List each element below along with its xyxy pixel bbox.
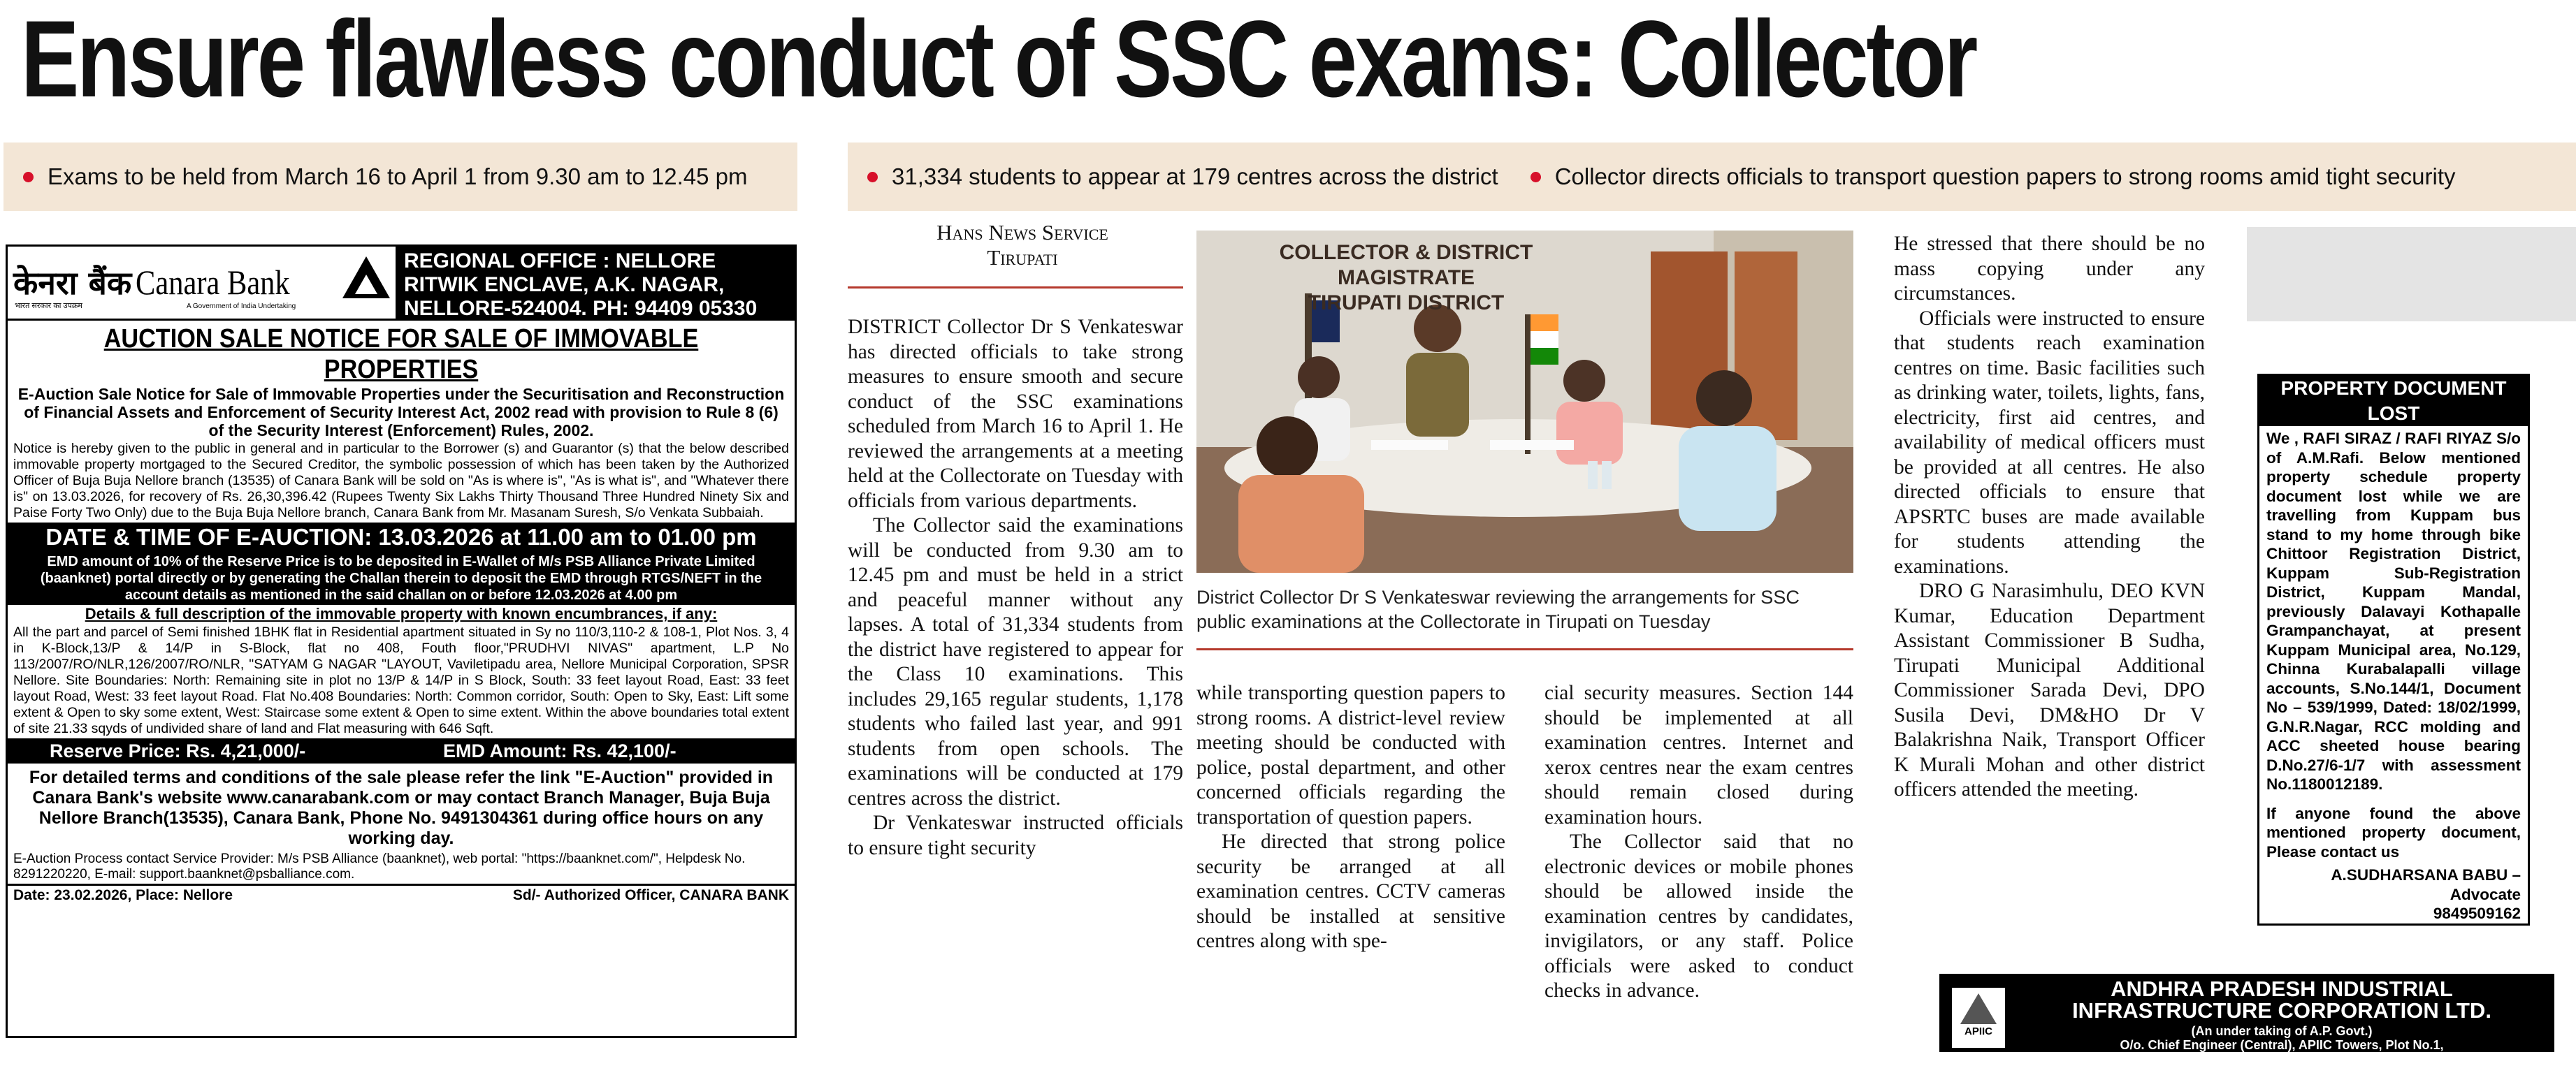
meeting-photo <box>1196 231 1853 573</box>
paragraph: cial security measures. Section 144 should be implemented at all examination centres. Internet and xerox centres near the exam centres should remain closed during examination hours. <box>1544 682 1853 828</box>
article-column-1 <box>848 315 1183 861</box>
apiic-banner <box>1939 974 2554 1066</box>
regional-line: REGIONAL OFFICE : NELLORE <box>404 249 716 272</box>
lost-notice-contact: If anyone found the above mentioned property document, Please contact us <box>2266 804 2521 861</box>
highlight-text: Collector directs officials to transport question papers to strong rooms amid tight security <box>1554 163 2456 189</box>
headline: Ensure flawless conduct of SSC exams: Collector <box>21 0 1976 120</box>
ad-subtitle: E-Auction Sale Notice for Sale of Immovable Properties under the Securitisation and Reconstruction of Financial Assets and Enforcement of Security Interest Act, 2002 read with provision to Rule 8 (6) of the Security Interest (Enforcement) Rules, 2002. <box>17 385 785 439</box>
paragraph: DRO G Narasimhulu, DEO KVN Kumar, Education Department Assistant Commissioner B Sudha, Tirupati Municipal Additional Commissioner Sarada Devi, DPO Susila Devi, DM&HO Dr V Balakrishna Naik, Transport Officer K Murali Mohan and other district officers attended the meeting. <box>1894 580 2205 801</box>
apiic-logo-icon <box>1960 993 1997 1024</box>
highlight-band-2 <box>848 143 2576 211</box>
apiic-govt: (An under taking of A.P. Govt.) <box>2191 1024 2373 1038</box>
article-column-3 <box>1544 681 1853 1004</box>
canara-bank-logo <box>8 247 396 319</box>
paragraph: DISTRICT Collector Dr S Venkateswar has directed officials to take strong measures to ensure smooth and secure conduct of the SSC examinations scheduled from March 16 to April 1. He reviewed the arrangements at a meeting held at the Collectorate on Tuesday with officials from various departments. <box>848 316 1183 512</box>
paragraph: while transporting question papers to strong rooms. A district-level review meeting should be conducted with police, postal department, and other concerned officials regarding the transportation of question papers. <box>1196 682 1505 828</box>
blank-ad-space <box>2247 227 2576 321</box>
apiic-logo-text: APIIC <box>1964 1025 1992 1037</box>
apiic-address-line: O/o. Chief Engineer (Central), APIIC Towers, Plot No.1, <box>2120 1038 2444 1052</box>
logo-english-text: Canara Bank <box>136 263 290 302</box>
apiic-name <box>2016 978 2547 1021</box>
paragraph: The Collector said that no electronic devices or mobile phones should be allowed inside the examination centres by candidates, invigilators, or any staff. Police officials were asked to conduct checks in advance. <box>1544 831 1853 1002</box>
ad-signatory: Sd/- Authorized Officer, CANARA BANK <box>512 887 789 903</box>
price-row <box>8 738 795 764</box>
terms-text: For detailed terms and conditions of the sale please refer the link "E-Auction" provided in Canara Bank's website www.canarabank.com or may contact Branch Manager, Buja Buja Nellore Branch(13535), Canara Bank, Phone No. 9491304361 during office hours on any working day. <box>29 768 774 848</box>
apiic-logo <box>1952 988 2005 1048</box>
byline-place: Tirupati <box>987 245 1058 270</box>
advocate-phone: 9849509162 <box>2433 905 2521 922</box>
highlight-text: 31,334 students to appear at 179 centres across the district <box>892 163 1498 189</box>
highlight-text: Exams to be held from March 16 to April 1 from 9.30 am to 12.45 pm <box>48 163 748 189</box>
ad-title: AUCTION SALE NOTICE FOR SALE OF IMMOVABLE PROPERTIES <box>103 324 699 384</box>
property-details: All the part and parcel of Semi finished 1BHK flat in Residential apartment situated in Sy no 110/3,110-2 & 108-1, Plot Nos. 3, 4 in K-Block,13/P & 14/P in S-Block, flat no 408, Fouth floor,"PRUDHVI NIVAS" apartment, L.P No 113/2007/RO/NLR,126/2007/RO/NLR, "SATYAM G NAGAR "LAYOUT, Vaviletipadu area, Nellore Municipal Corporation, SPSR Nellore. Site Boundaries: North: Remaining site in plot no 13/P & 14/P in S Block, South: 33 feet layout Road, East: 33 feet layout Road, West: 33 feet layout Road. Flat No.408 Boundaries: North: Common corridor, South: Open to Sky, East: Lift some extent & Open to sky some extent, West: Staircase some extent & Open to sime extent. Within the above boundaries total extent of site 21.33 sqyds of undivided share of land and Flat measuring with 646 Sqft. <box>13 625 789 736</box>
caption-rule <box>1196 648 1853 650</box>
advocate-name: A.SUDHARSANA BABU – Advocate <box>2331 866 2521 903</box>
photo-sign <box>1224 240 1588 316</box>
ad-date-place: Date: 23.02.2026, Place: Nellore <box>13 887 233 903</box>
byline-rule <box>848 286 1183 289</box>
photo-caption: District Collector Dr S Venkateswar reviewing the arrangements for SSC public examinations at the Collectorate in Tirupati on Tuesday <box>1196 587 1800 632</box>
apiic-address-line-2: IT Park, Mangalagiri, Guntur (Dist), AP-522503 <box>2145 1052 2419 1066</box>
reserve-price: Reserve Price: Rs. 4,21,000/- <box>50 740 306 761</box>
logo-tagline-hindi: भारत सरकार का उपक्रम <box>15 302 82 310</box>
logo-hindi-text: केनरा बैंक <box>13 263 132 302</box>
paragraph: Officials were instructed to ensure that students reach examination centres on time. Basic facilities such as drinking water, toilets, lights, fans, electricity, first aid centres, and availability of medical officers must be provided at all centres. He also directed officials to ensure that APSRTC buses are made available for students attending the examinations. <box>1894 307 2205 578</box>
article-column-4 <box>1894 232 2205 803</box>
lost-notice-title: PROPERTY DOCUMENT LOST <box>2259 376 2528 426</box>
logo-tagline: A Government of India Undertaking <box>187 302 296 310</box>
ad-header <box>8 247 795 321</box>
apiic-name-line: ANDHRA PRADESH INDUSTRIAL <box>2111 977 2453 1001</box>
highlight-band-1 <box>3 143 797 211</box>
byline-agency: Hans News Service <box>936 220 1108 244</box>
apiic-name-line: INFRASTRUCTURE CORPORATION LTD. <box>2072 998 2491 1023</box>
emd-note: EMD amount of 10% of the Reserve Price is to be deposited in E-Wallet of M/s PSB Alliance Private Limited (baanknet) portal directly or by generating the Challan therein to deposit the EMD through RTGS/NEFT in the account details as mentioned in the said challan on or before 12.03.2026 at 4.00 pm <box>8 552 795 605</box>
lost-notice-body <box>2259 426 2528 926</box>
paragraph: He stressed that there should be no mass copying under any circumstances. <box>1894 233 2205 305</box>
canara-triangle-inner <box>355 275 377 294</box>
regional-office-block <box>396 247 795 319</box>
bullet-icon <box>1531 172 1541 182</box>
photo-sign-line: COLLECTOR & DISTRICT MAGISTRATE <box>1279 241 1533 289</box>
auction-date-bar: DATE & TIME OF E-AUCTION: 13.03.2026 at 11.00 am to 01.00 pm <box>8 523 795 552</box>
bullet-icon <box>23 172 34 182</box>
details-title: Details & full description of the immovable property with known encumbrances, if any: <box>85 605 718 622</box>
bullet-icon <box>867 172 878 182</box>
regional-line: NELLORE-524004. PH: 94409 05330 <box>404 297 758 320</box>
regional-line: RITWIK ENCLAVE, A.K. NAGAR, <box>404 273 725 296</box>
lost-notice-text: We , RAFI SIRAZ / RAFI RIYAZ S/o of A.M.Rafi. Below mentioned property schedule property document lost while we are travelling from Kuppam bus stand to my home through bike Chittoor Registration District, Kuppam Sub-Registration District, Kuppam Mandal, previously Dalavayi Kothapalle Grampanchayat, at present Kuppam Municipal area, No.129, Chinna Kurabalapalli village accounts, S.No.144/1, Document No – 539/1999, Dated: 18/02/1999, G.N.R.Nagar, RCC molding and ACC sheeted house bearing D.No.27/6-1/7 with assessment No.1180012189. <box>2266 430 2521 793</box>
article-column-2 <box>1196 681 1505 954</box>
lost-document-notice <box>2257 374 2530 926</box>
apiic-address <box>2016 1024 2547 1066</box>
ad-footer <box>8 884 795 905</box>
service-provider: E-Auction Process contact Service Provider: M/s PSB Alliance (baanknet), web portal: "https://baanknet.com/", Helpdesk No. 8291220220, E-mail: support.baanknet@psballiance.com. <box>13 852 746 882</box>
bank-auction-ad <box>6 244 797 1038</box>
photo-sign-line: TIRUPATI DISTRICT <box>1308 291 1505 314</box>
paragraph: The Collector said the examinations will be conducted from 9.30 am to 12.45 pm and must be held in a strict and peaceful manner without any lapses. A total of 31,334 students from the district have registered to appear for the Class 10 examinations. This includes 29,165 regular students, 1,178 students who failed last year, and 991 students from open schools. The examinations will be conducted at 179 centres across the district. <box>848 514 1183 810</box>
paragraph: He directed that strong police security be arranged at all examination centres. CCTV cameras should be installed at sensitive centres along with spe- <box>1196 831 1505 952</box>
byline <box>848 220 1197 270</box>
paragraph: Dr Venkateswar instructed officials to ensure tight security <box>848 812 1183 859</box>
ad-notice-body: Notice is hereby given to the public in general and in particular to the Borrower (s) and Guarantor (s) that the below described immovable property mortgaged to the Secured Creditor, the symbolic possession of which has been taken by the Authorized Officer of Buja Buja Nellore branch (13535) of Canara Bank will be sold on "As is where is", "As is what is", and "Whatever there is" on 13.03.2026, for recovery of Rs. 26,30,396.42 (Rupees Twenty Six Lakhs Thirty Thousand Three Hundred Ninety Six and Paise Forty Two Only) due to the Buja Buja Nellore branch, Canara Bank from Mr. Masanam Suresh, S/o Venkata Subbaiah. <box>13 441 789 520</box>
emd-amount: EMD Amount: Rs. 42,100/- <box>443 740 676 761</box>
